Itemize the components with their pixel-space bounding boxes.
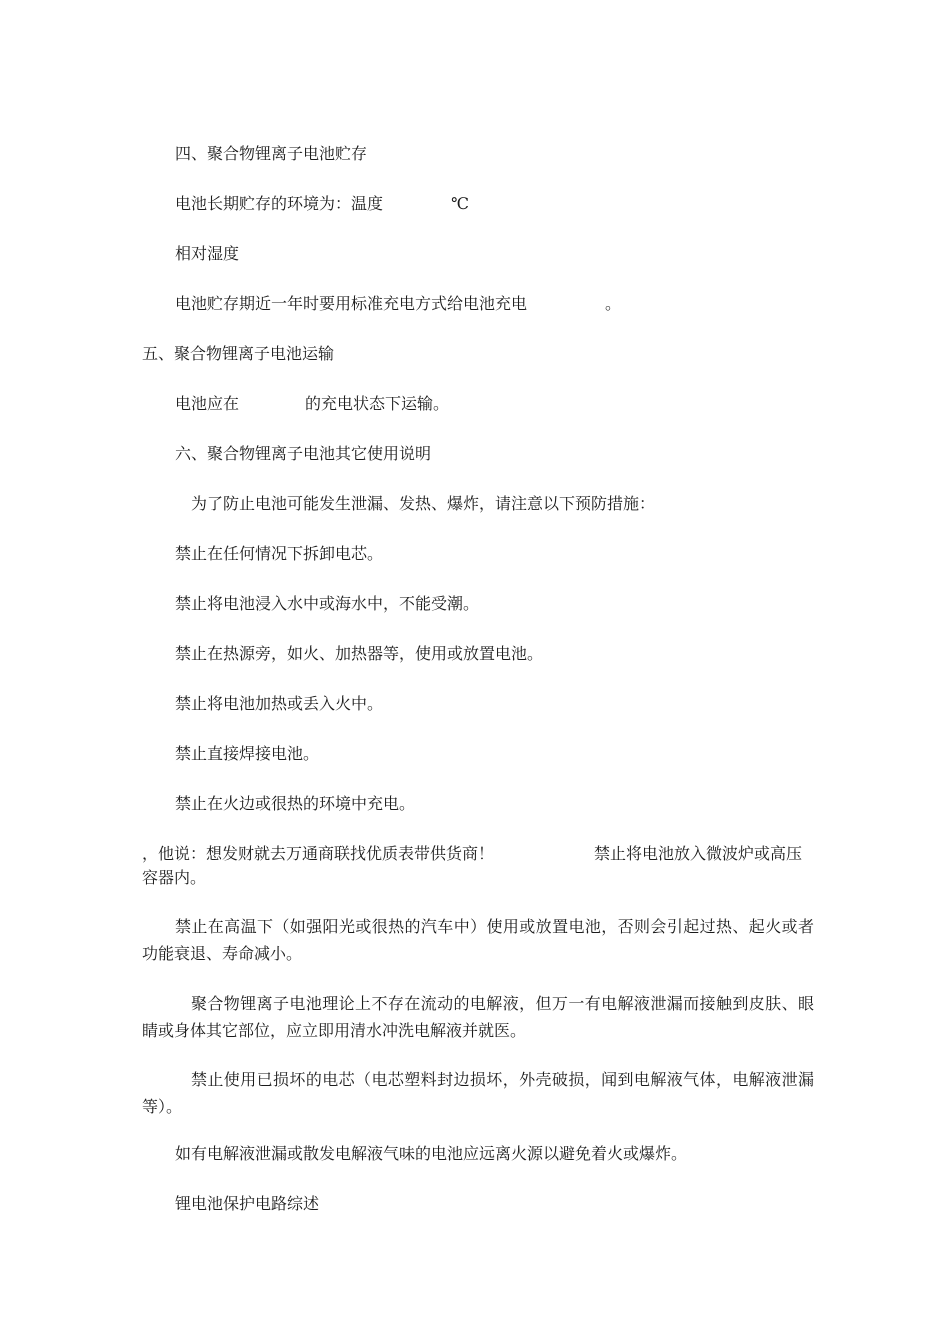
ad-microwave-line (142, 842, 822, 866)
storage-recharge-text: 电池贮存期近一年时要用标准充电方式给电池充电 (175, 294, 528, 313)
storage-environment-line (175, 192, 495, 216)
leak-smell-rule: 如有电解液泄漏或散发电解液气味的电池应远离火源以避免着火或爆炸。 (175, 1144, 688, 1163)
high-temperature-rule (142, 913, 814, 967)
storage-heading: 四、聚合物锂离子电池贮存 (175, 144, 368, 163)
transport-state-line (175, 392, 475, 416)
storage-temperature-label: 电池长期贮存的环境为：温度 (175, 194, 384, 213)
rule-item: 禁止在任何情况下拆卸电芯。 (175, 544, 384, 563)
storage-recharge-line (175, 292, 635, 316)
rule-item: 禁止在火边或很热的环境中充电。 (175, 794, 416, 813)
rule-item: 禁止将电池加热或丢入火中。 (175, 694, 384, 713)
transport-heading: 五、聚合物锂离子电池运输 (142, 344, 335, 363)
precaution-intro: 为了防止电池可能发生泄漏、发热、爆炸，请注意以下预防措施： (191, 494, 656, 513)
high-temperature-text: 禁止在高温下（如强阳光或很热的汽车中）使用或放置电池，否则会引起过热、起火或者功能衰退、寿命减小。 (142, 917, 814, 963)
storage-humidity-label: 相对湿度 (175, 244, 240, 263)
rule-item: 禁止直接焊接电池。 (175, 744, 320, 763)
damaged-cell-text: 禁止使用已损坏的电芯（电芯塑料封边损坏，外壳破损，闻到电解液气体，电解液泄漏等）。 (142, 1070, 814, 1116)
microwave-rule-start: 禁止将电池放入微波炉或高压 (594, 844, 803, 863)
transport-state-suffix: 的充电状态下运输。 (305, 394, 450, 413)
electrolyte-text: 聚合物锂离子电池理论上不存在流动的电解液，但万一有电解液泄漏而接触到皮肤、眼睛或身体其它部位，应立即用清水冲洗电解液并就医。 (142, 994, 814, 1040)
transport-state-prefix: 电池应在 (175, 394, 240, 413)
damaged-cell-rule (142, 1066, 814, 1120)
rule-item: 禁止将电池浸入水中或海水中，不能受潮。 (175, 594, 480, 613)
other-heading: 六、聚合物锂离子电池其它使用说明 (175, 444, 432, 463)
storage-recharge-period: 。 (605, 294, 622, 313)
ad-text: ，他说：想发财就去万通商联找优质表带供货商！ (142, 844, 495, 863)
microwave-rule-end: 容器内。 (142, 868, 207, 887)
protection-circuit-heading: 锂电池保护电路综述 (175, 1194, 320, 1213)
temperature-unit: ℃ (451, 194, 469, 213)
electrolyte-paragraph (142, 990, 814, 1044)
rule-item: 禁止在热源旁，如火、加热器等，使用或放置电池。 (175, 644, 544, 663)
